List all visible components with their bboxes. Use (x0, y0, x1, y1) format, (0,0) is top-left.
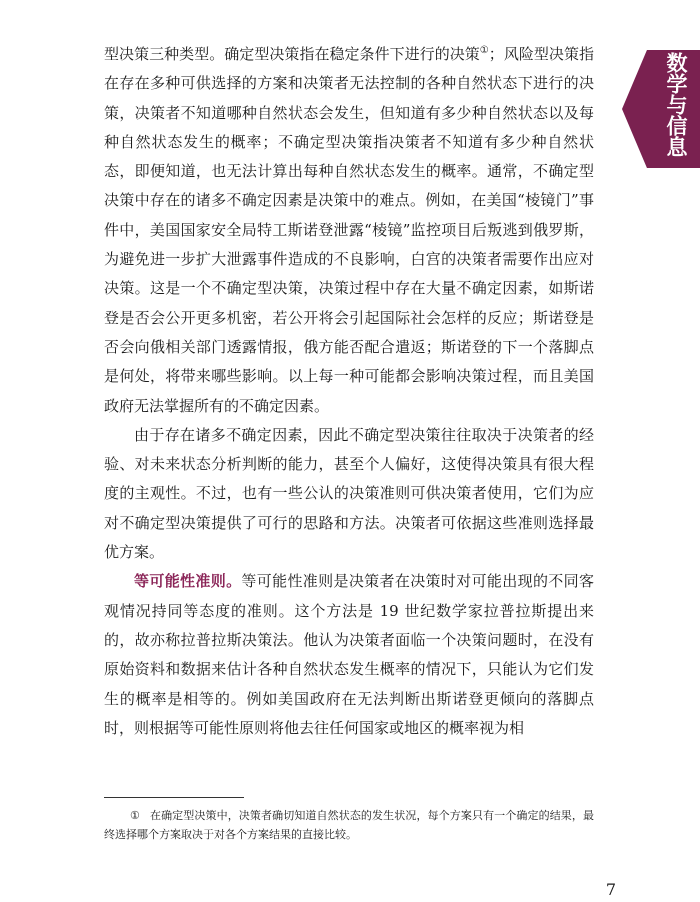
body-text (104, 36, 594, 743)
footnote-ref[interactable]: ① (479, 45, 489, 56)
footnote (104, 806, 594, 844)
section-tab-label: 数学与信息 (664, 52, 688, 157)
paragraph-1 (104, 36, 594, 421)
footnote-mark: ① (130, 809, 140, 822)
term-highlight: 等可能性准则。 (134, 572, 242, 591)
paragraph-1-text-a: 型决策三种类型。确定型决策指在稳定条件下进行的决策 (104, 45, 480, 63)
paragraph-3 (104, 567, 594, 743)
page-number: 7 (605, 880, 616, 899)
paragraph-2: 由于存在诸多不确定因素，因此不确定型决策往往取决于决策者的经验、对未来状态分析判断的能力，甚至个人偏好，这使得决策具有很大程度的主观性。不过，也有一些公认的决策准则可供决策者使用，它们为应对不确定型决策提供了可行的思路和方法。决策者可依据这些准则选择最优方案。 (104, 425, 594, 562)
footnote-divider (104, 797, 244, 798)
footnote-text: 在确定型决策中，决策者确切知道自然状态的发生状况，每个方案只有一个确定的结果，最终选择哪个方案取决于对各个方案结果的直接比较。 (104, 809, 594, 841)
paragraph-3-text: 等可能性准则是决策者在决策时对可能出现的不同客观情况持同等态度的准则。这个方法是 19 世纪数学家拉普拉斯提出来的，故亦称拉普拉斯决策法。他认为决策者面临一个决策问题时，在没有原始资料和数据来估计各种自然状态发生概率的情况下，只能认为它们发生的概率是相等的。例如美国政府在无法判断出斯诺登更倾向的落脚点时，则根据等可能性原则将他去往任何国家或地区的概率视为相 (104, 572, 594, 737)
paragraph-1-text-b: ；风险型决策指在存在多种可供选择的方案和决策者无法控制的各种自然状态下进行的决策，决策者不知道哪种自然状态会发生，但知道有多少种自然状态以及每种自然状态发生的概率；不确定型决策指决策者不知道有多少种自然状态，即便知道，也无法计算出每种自然状态发生的概率。通常，不确定型决策中存在的诸多不确定因素是决策中的难点。例如，在美国“棱镜门”事件中，美国国家安全局特工斯诺登泄露“棱镜”监控项目后叛逃到俄罗斯，为避免进一步扩大泄露事件造成的不良影响，白宫的决策者需要作出应对决策。这是一个不确定型决策，决策过程中存在大量不确定因素，如斯诺登是否会公开更多机密，若公开将会引起国际社会怎样的反应；斯诺登是否会向俄相关部门透露情报，俄方能否配合遣返；斯诺登的下一个落脚点是何处，将带来哪些影响。以上每一种可能都会影响决策过程，而且美国政府无法掌握所有的不确定因素。 (104, 45, 594, 415)
